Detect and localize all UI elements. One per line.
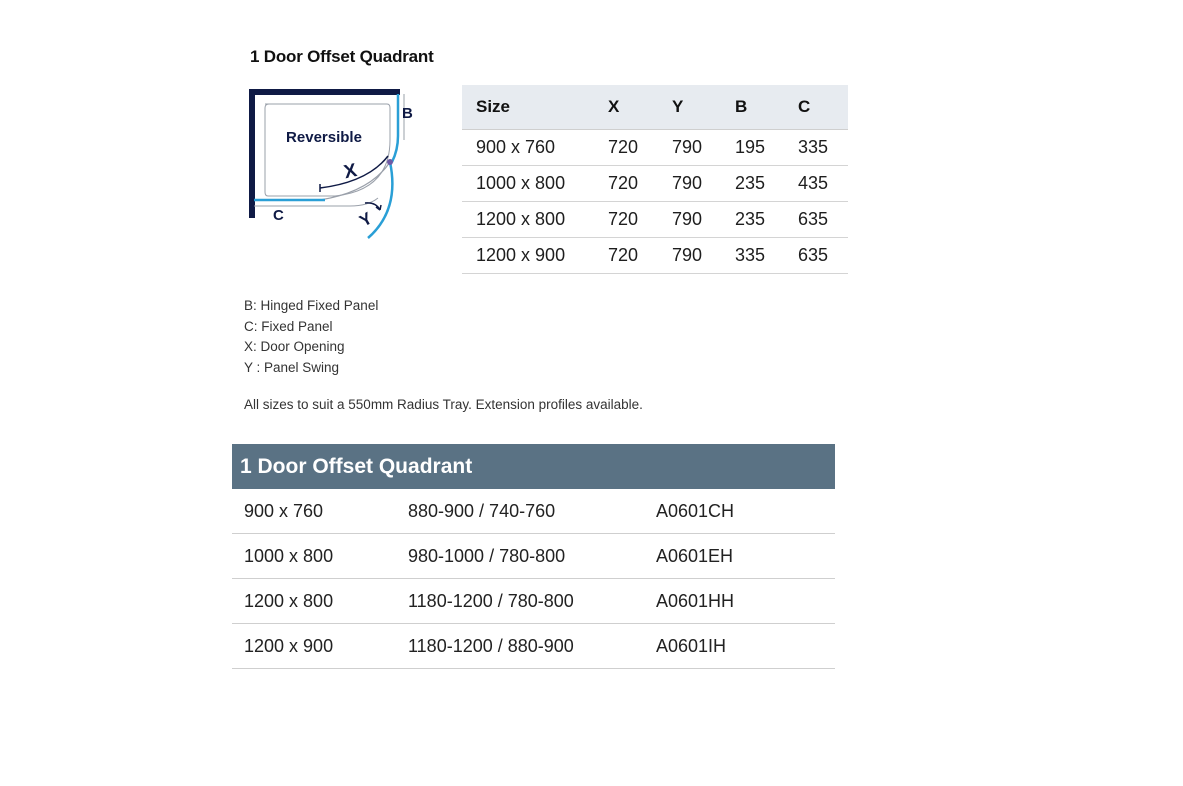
product-size: 1200 x 900 [232, 624, 408, 669]
header-x: X [608, 85, 672, 130]
product-range: 1180-1200 / 780-800 [408, 579, 656, 624]
hinged-panel [392, 94, 398, 162]
cell-x: 720 [608, 238, 672, 274]
tray-outline [265, 104, 390, 196]
legend-item-b: B: Hinged Fixed Panel [244, 298, 379, 313]
product-size: 1000 x 800 [232, 534, 408, 579]
legend-item-y: Y : Panel Swing [244, 359, 340, 375]
label-c: C [273, 207, 284, 224]
table-row [462, 166, 848, 202]
label-x: X [342, 160, 359, 184]
cell-c: 335 [798, 130, 848, 166]
product-size: 900 x 760 [232, 489, 408, 534]
cell-b: 235 [735, 166, 798, 202]
cell-size: 1200 x 900 [462, 238, 608, 274]
header-y: Y [672, 85, 735, 130]
header-b: B [735, 85, 798, 130]
product-table [232, 489, 835, 669]
product-range: 980-1000 / 780-800 [408, 534, 656, 579]
cell-size: 900 x 760 [462, 130, 608, 166]
product-range: 1180-1200 / 880-900 [408, 624, 656, 669]
cell-size: 1000 x 800 [462, 166, 608, 202]
label-y: Y [356, 208, 376, 231]
header-c: C [798, 85, 848, 130]
cell-b: 195 [735, 130, 798, 166]
label-b: B [402, 105, 413, 122]
table-row [232, 534, 835, 579]
table-row [232, 624, 835, 669]
legend-item-c: C: Fixed Panel [244, 318, 333, 334]
table-row [232, 489, 835, 534]
reversible-label: Reversible [286, 129, 362, 146]
cell-c: 435 [798, 166, 848, 202]
cell-c: 635 [798, 238, 848, 274]
legend-item-x: X: Door Opening [244, 339, 345, 354]
cell-b: 335 [735, 238, 798, 274]
product-code: A0601IH [656, 624, 835, 669]
product-code: A0601HH [656, 579, 835, 624]
section-title: 1 Door Offset Quadrant [250, 47, 434, 66]
cell-size: 1200 x 800 [462, 202, 608, 238]
dimensions-table [462, 85, 848, 274]
cell-y: 790 [672, 238, 735, 274]
hinge-point [387, 159, 393, 165]
shower-layout-diagram [240, 80, 430, 250]
cell-x: 720 [608, 166, 672, 202]
product-size: 1200 x 800 [232, 579, 408, 624]
cell-x: 720 [608, 202, 672, 238]
product-range: 880-900 / 740-760 [408, 489, 656, 534]
header-size: Size [462, 85, 608, 130]
table-row [462, 130, 848, 166]
product-code: A0601EH [656, 534, 835, 579]
cell-y: 790 [672, 130, 735, 166]
cell-y: 790 [672, 202, 735, 238]
table-row [462, 202, 848, 238]
table-row [232, 579, 835, 624]
cell-x: 720 [608, 130, 672, 166]
legend [244, 296, 378, 378]
product-table-title: 1 Door Offset Quadrant [232, 444, 835, 489]
tray-note: All sizes to suit a 550mm Radius Tray. Extension profiles available. [244, 397, 643, 412]
cell-y: 790 [672, 166, 735, 202]
product-code: A0601CH [656, 489, 835, 534]
cell-b: 235 [735, 202, 798, 238]
table-row [462, 238, 848, 274]
cell-c: 635 [798, 202, 848, 238]
table-header-row [462, 85, 848, 130]
